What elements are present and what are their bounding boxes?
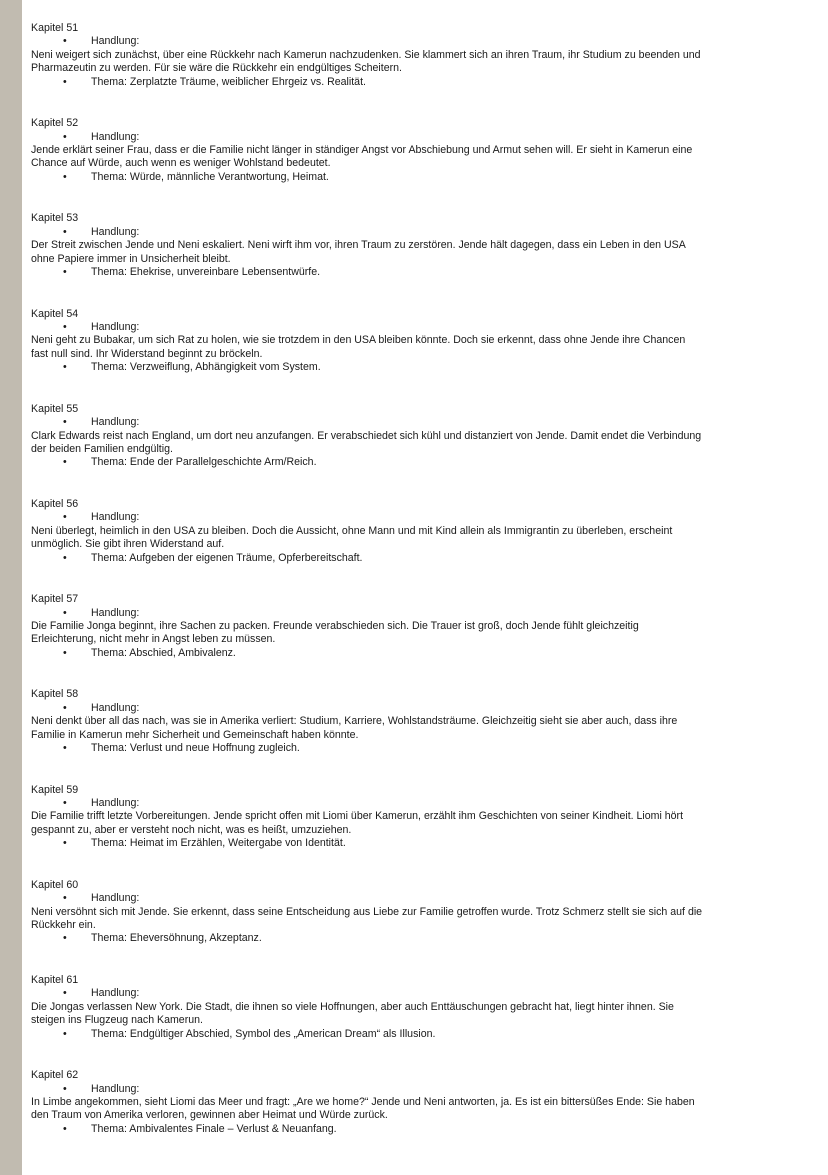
thema-text: Thema: Würde, männliche Verantwortung, Heimat. <box>91 170 329 183</box>
chapter-section <box>31 974 811 1041</box>
thema-text: Thema: Endgültiger Abschied, Symbol des „American Dream“ als Illusion. <box>91 1027 436 1040</box>
thema-bullet <box>31 742 811 755</box>
handlung-label: Handlung: <box>91 892 140 905</box>
chapter-title: Kapitel 52 <box>31 117 79 130</box>
handlung-label: Handlung: <box>91 606 140 619</box>
thema-bullet <box>31 76 811 89</box>
chapter-body-line: Die Familie trifft letzte Vorbereitungen. Jende spricht offen mit Liomi über Kamerun, erzählt ihm Geschichten von seiner Kindheit. Liomi hört <box>31 810 684 823</box>
chapter-title: Kapitel 56 <box>31 498 79 510</box>
handlung-label: Handlung: <box>91 987 140 1000</box>
bullet-icon: • <box>63 1027 67 1040</box>
bullet-icon: • <box>63 35 67 48</box>
chapter-body-line: der beiden Familien endgültig. <box>31 442 173 455</box>
bullet-icon: • <box>63 741 67 754</box>
thema-bullet <box>31 456 811 469</box>
bullet-icon: • <box>63 701 67 714</box>
chapter-body-line: ohne Papiere immer in Unsicherheit bleibt. <box>31 252 231 265</box>
handlung-bullet <box>31 511 811 524</box>
thema-bullet <box>31 837 811 850</box>
bullet-icon: • <box>63 1082 67 1095</box>
thema-bullet <box>31 552 811 565</box>
bullet-icon: • <box>63 320 67 333</box>
bullet-icon: • <box>63 130 67 143</box>
handlung-label: Handlung: <box>91 416 140 429</box>
bullet-icon: • <box>63 75 67 88</box>
bullet-icon: • <box>63 796 67 809</box>
handlung-label: Handlung: <box>91 35 140 48</box>
chapter-section <box>31 593 811 660</box>
bullet-icon: • <box>63 892 67 905</box>
bullet-icon: • <box>63 646 67 659</box>
bullet-icon: • <box>63 361 67 374</box>
handlung-label: Handlung: <box>91 320 140 333</box>
thema-bullet <box>31 1028 811 1041</box>
thema-text: Thema: Abschied, Ambivalenz. <box>91 646 236 659</box>
bullet-icon: • <box>63 511 67 524</box>
bullet-icon: • <box>63 225 67 238</box>
chapter-title: Kapitel 60 <box>31 878 79 891</box>
handlung-label: Handlung: <box>91 796 140 809</box>
bullet-icon: • <box>63 551 67 564</box>
chapter-body-line: Erleichterung, nicht mehr in Angst leben zu müssen. <box>31 633 276 646</box>
chapter-body-line: Die Jongas verlassen New York. Die Stadt, die ihnen so viele Hoffnungen, aber auch Enttäuschungen gebracht hat, liegt hinter ihnen. Sie <box>31 1000 674 1013</box>
thema-text: Thema: Zerplatzte Träume, weiblicher Ehrgeiz vs. Realität. <box>91 75 366 88</box>
chapter-body-line: Pharmazeutin zu werden. Für sie wäre die Rückkehr ein endgültiges Scheitern. <box>31 62 402 75</box>
chapter-body-line: Familie in Kamerun mehr Sicherheit und Gemeinschaft haben könnte. <box>31 728 359 741</box>
chapter-title: Kapitel 58 <box>31 688 79 701</box>
page-side-margin <box>0 0 22 1175</box>
chapter-body-line: Neni versöhnt sich mit Jende. Sie erkennt, dass seine Entscheidung aus Liebe zur Familie getroffen wurde. Trotz Schmerz stellt sie sich auf die <box>31 905 703 918</box>
chapter-section <box>31 784 811 851</box>
handlung-bullet <box>31 797 811 810</box>
chapter-body-line: Die Familie Jonga beginnt, ihre Sachen zu packen. Freunde verabschieden sich. Die Trauer ist groß, doch Jende fühlt gleichzeitig <box>31 619 639 632</box>
thema-text: Thema: Ambivalentes Finale – Verlust & Neuanfang. <box>91 1122 337 1135</box>
bullet-icon: • <box>63 416 67 429</box>
handlung-bullet <box>31 321 811 334</box>
thema-bullet <box>31 361 811 374</box>
handlung-bullet <box>31 35 811 48</box>
chapter-title: Kapitel 61 <box>31 974 79 986</box>
thema-text: Thema: Verlust und neue Hoffnung zugleich. <box>91 741 300 754</box>
thema-bullet <box>31 1123 811 1136</box>
chapter-body-line: Rückkehr ein. <box>31 918 96 931</box>
handlung-bullet <box>31 1083 811 1096</box>
chapter-section <box>31 403 811 470</box>
handlung-bullet <box>31 226 811 239</box>
chapter-title: Kapitel 62 <box>31 1069 79 1082</box>
thema-text: Thema: Eheversöhnung, Akzeptanz. <box>91 932 262 945</box>
thema-bullet <box>31 171 811 184</box>
chapter-title: Kapitel 59 <box>31 783 79 796</box>
handlung-label: Handlung: <box>91 701 140 714</box>
thema-text: Thema: Verzweiflung, Abhängigkeit vom System. <box>91 361 321 374</box>
chapter-section <box>31 879 811 946</box>
chapter-section <box>31 22 811 89</box>
bullet-icon: • <box>63 932 67 945</box>
thema-text: Thema: Aufgeben der eigenen Träume, Opferbereitschaft. <box>91 551 363 564</box>
handlung-bullet <box>31 892 811 905</box>
handlung-bullet <box>31 131 811 144</box>
bullet-icon: • <box>63 837 67 850</box>
bullet-icon: • <box>63 606 67 619</box>
thema-bullet <box>31 647 811 660</box>
thema-text: Thema: Ende der Parallelgeschichte Arm/Reich. <box>91 456 317 469</box>
chapter-body-line: Neni überlegt, heimlich in den USA zu bleiben. Doch die Aussicht, ohne Mann und mit Kind allein als Immigrantin zu überleben, erscheint <box>31 524 673 537</box>
chapter-body-line: unmöglich. Sie gibt ihren Widerstand auf. <box>31 538 225 551</box>
chapter-title: Kapitel 51 <box>31 22 79 34</box>
chapter-section <box>31 212 811 279</box>
thema-text: Thema: Heimat im Erzählen, Weitergabe von Identität. <box>91 837 346 850</box>
thema-bullet <box>31 932 811 945</box>
handlung-label: Handlung: <box>91 1082 140 1095</box>
handlung-bullet <box>31 416 811 429</box>
handlung-bullet <box>31 702 811 715</box>
chapter-section <box>31 498 811 565</box>
chapter-section <box>31 688 811 755</box>
bullet-icon: • <box>63 987 67 1000</box>
chapter-body-line: Jende erklärt seiner Frau, dass er die Familie nicht länger in ständiger Angst vor Abschiebung und Armut sehen will. Er sieht in Kamerun eine <box>31 143 693 156</box>
bullet-icon: • <box>63 1122 67 1135</box>
bullet-icon: • <box>63 265 67 278</box>
bullet-icon: • <box>63 456 67 469</box>
chapter-body-line: fast null sind. Ihr Widerstand beginnt zu bröckeln. <box>31 347 263 360</box>
bullet-icon: • <box>63 170 67 183</box>
handlung-label: Handlung: <box>91 225 140 238</box>
handlung-label: Handlung: <box>91 130 140 143</box>
chapter-body-line: Clark Edwards reist nach England, um dort neu anzufangen. Er verabschiedet sich kühl und distanziert von Jende. Damit endet die Verbindung <box>31 429 702 442</box>
thema-bullet <box>31 266 811 279</box>
chapter-title: Kapitel 54 <box>31 307 79 320</box>
chapter-body-line: Der Streit zwischen Jende und Neni eskaliert. Neni wirft ihm vor, ihren Traum zu zerstören. Jende hält dagegen, dass ein Leben in den USA <box>31 239 686 252</box>
chapter-body-line: steigen ins Flugzeug nach Kamerun. <box>31 1014 203 1027</box>
chapter-body-line: Neni weigert sich zunächst, über eine Rückkehr nach Kamerun nachzudenken. Sie klammert sich an ihren Traum, ihr Studium zu beenden und <box>31 48 701 61</box>
handlung-bullet <box>31 607 811 620</box>
chapter-body-line: Neni geht zu Bubakar, um sich Rat zu holen, wie sie trotzdem in den USA bleiben könnte. Doch sie erkennt, dass ohne Jende ihre Chancen <box>31 334 686 347</box>
chapter-body-line: Chance auf Würde, auch wenn es weniger Wohlstand bedeutet. <box>31 157 331 170</box>
handlung-label: Handlung: <box>91 511 140 524</box>
handlung-bullet <box>31 987 811 1000</box>
chapter-body-line: den Traum von Amerika verloren, gewinnen aber Heimat und Würde zurück. <box>31 1109 388 1122</box>
chapter-section <box>31 308 811 375</box>
chapter-body-line: Neni denkt über all das nach, was sie in Amerika verliert: Studium, Karriere, Wohlstandsträume. Gleichzeitig sieht sie aber auch, dass ihre <box>31 715 678 728</box>
chapter-title: Kapitel 53 <box>31 212 79 225</box>
chapter-body-line: In Limbe angekommen, sieht Liomi das Meer und fragt: „Are we home?“ Jende und Neni antworten, ja. Es ist ein bittersüßes Ende: Sie haben <box>31 1095 695 1108</box>
chapter-title: Kapitel 57 <box>31 593 79 606</box>
chapter-section <box>31 117 811 184</box>
thema-text: Thema: Ehekrise, unvereinbare Lebensentwürfe. <box>91 265 321 278</box>
chapter-section <box>31 1069 811 1136</box>
chapter-body-line: gespannt zu, aber er versteht noch nicht, was es heißt, umzuziehen. <box>31 823 352 836</box>
chapter-title: Kapitel 55 <box>31 402 79 415</box>
